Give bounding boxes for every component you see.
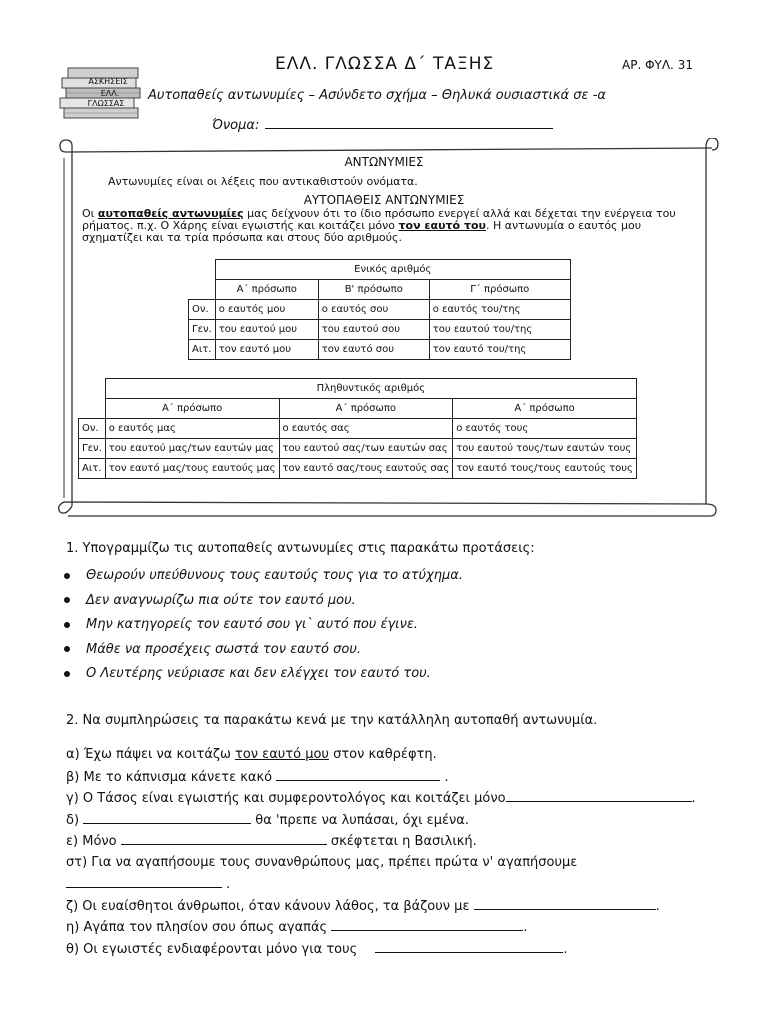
blank-line[interactable] [375, 941, 563, 953]
fill-item-c: γ) Ο Τάσος είναι εγωιστής και συμφεροντολόγος και κοιτάζει μόνο . [66, 791, 696, 806]
blank-line[interactable] [474, 898, 656, 910]
fill-item-d: δ) θα 'πρεπε να λυπάσαι, όχι εμένα. [66, 812, 469, 828]
blank-line[interactable] [276, 769, 440, 781]
fill-item-z: ζ) Οι ευαίσθητοι άνθρωποι, όταν κάνουν λάθος, τα βάζουν με . [66, 898, 660, 914]
blank-line[interactable] [506, 790, 692, 802]
page-title: ΕΛΛ. ΓΛΩΣΣΑ Δ΄ ΤΑΞΗΣ [275, 54, 495, 74]
bullet-icon [64, 671, 70, 677]
table-header: Α΄ πρόσωπο [453, 399, 637, 419]
table-row: Γεν. του εαυτού μας/των εαυτών μας του εαυτού σας/των εαυτών σας του εαυτού τους/των εαυτών τους [79, 439, 637, 459]
exercise-1-prompt: 1. Υπογραμμίζω τις αυτοπαθείς αντωνυμίες στις παρακάτω προτάσεις: [66, 541, 535, 556]
plural-table [78, 378, 637, 479]
bullet-icon [64, 573, 70, 579]
list-item[interactable]: Ο Λευτέρης νεύριασε και δεν ελέγχει τον εαυτό του. [64, 666, 463, 691]
books-logo-icon [58, 64, 144, 124]
list-item[interactable]: Μην κατηγορείς τον εαυτό σου γι` αυτό που έγινε. [64, 617, 463, 642]
blank-line[interactable] [83, 812, 251, 824]
box-paragraph: Οι αυτοπαθείς αντωνυμίες μας δείχνουν ότι το ίδιο πρόσωπο ενεργεί αλλά και δέχεται την ενέργεια του ρήματος. π.χ. Ο Χάρης είναι εγωιστής και κοιτάζει μόνο τον εαυτό του. Η αντωνυμία ο εαυτός μου σχηματίζει και τα τρία πρόσωπα και στους δύο αριθμούς. [82, 207, 676, 244]
page-subtitle: Αυτοπαθείς αντωνυμίες – Ασύνδετο σχήμα – Θηλυκά ουσιαστικά σε -α [148, 88, 606, 103]
singular-title: Ενικός αριθμός [215, 260, 570, 280]
fill-item-st: στ) Για να αγαπήσουμε τους συνανθρώπους μας, πρέπει πρώτα ν' αγαπήσουμε [66, 854, 578, 870]
logo-text-line-2: ΕΛΛ. [100, 89, 120, 98]
bold-term: αυτοπαθείς αντωνυμίες [97, 207, 244, 220]
table-row: Αιτ. τον εαυτό μου τον εαυτό σου τον εαυτό του/της [189, 340, 571, 360]
fill-item-a: α) Έχω πάψει να κοιτάζω τον εαυτό μου στον καθρέφτη. [66, 747, 437, 762]
fill-item-h: η) Αγάπα τον πλησίον σου όπως αγαπάς . [66, 920, 528, 935]
name-field[interactable] [212, 116, 553, 133]
blank-line[interactable] [121, 833, 327, 845]
list-item[interactable]: Μάθε να προσέχεις σωστά τον εαυτό σου. [64, 642, 463, 667]
bold-example: τον εαυτό του [398, 219, 486, 232]
logo-text-line-3: ΓΛΩΣΣΑΣ [87, 99, 125, 108]
bullet-icon [64, 646, 70, 652]
table-row: Ον. ο εαυτός μας ο εαυτός σας ο εαυτός τους [79, 419, 637, 439]
table-row: Αιτ. τον εαυτό μας/τους εαυτούς μας τον εαυτό σας/τους εαυτούς σας τον εαυτό τους/τους εαυτούς τους [79, 459, 637, 479]
exercise-2-prompt: 2. Να συμπληρώσεις τα παρακάτω κενά με την κατάλληλη αυτοπαθή αντωνυμία. [66, 713, 598, 728]
name-label: Όνομα: [212, 118, 260, 133]
table-header: Γ΄ πρόσωπο [429, 280, 570, 300]
box-intro: Αντωνυμίες είναι οι λέξεις που αντικαθιστούν ονόματα. [108, 175, 418, 188]
fill-item-th: θ) Οι εγωιστές ενδιαφέρονται μόνο για τους . [66, 941, 568, 957]
table-row: Ον. ο εαυτός μου ο εαυτός σου ο εαυτός του/της [189, 300, 571, 320]
singular-table [188, 259, 571, 360]
logo-text-line-1: ΑΣΚΗΣΕΙΣ [88, 77, 128, 86]
fill-item-e: ε) Μόνο σκέφτεται η Βασιλική. [66, 834, 477, 849]
bullet-icon [64, 622, 70, 628]
fill-item-st-continued: . [66, 876, 696, 898]
list-item[interactable]: Δεν αναγνωρίζω πια ούτε τον εαυτό μου. [64, 593, 463, 618]
table-header: Α΄ πρόσωπο [105, 399, 279, 419]
table-row: Γεν. του εαυτού μου του εαυτού σου του εαυτού του/της [189, 320, 571, 340]
sheet-number: ΑΡ. ΦΥΛ. 31 [622, 58, 693, 72]
table-header: Β' πρόσωπο [318, 280, 429, 300]
example-answer: τον εαυτό μου [235, 747, 329, 762]
name-blank-line[interactable] [265, 116, 553, 129]
box-heading: ΑΝΤΩΝΥΜΙΕΣ [344, 155, 424, 169]
plural-title: Πληθυντικός αριθμός [105, 379, 636, 399]
blank-line[interactable] [66, 876, 222, 888]
table-header: Α΄ πρόσωπο [279, 399, 453, 419]
exercise-1-list [64, 568, 463, 691]
list-item[interactable]: Θεωρούν υπεύθυνους τους εαυτούς τους για το ατύχημα. [64, 568, 463, 593]
blank-line[interactable] [331, 919, 523, 931]
box-subheading: ΑΥΤΟΠΑΘΕΙΣ ΑΝΤΩΝΥΜΙΕΣ [303, 193, 465, 207]
fill-item-b: β) Με το κάπνισμα κάνετε κακό . [66, 769, 449, 785]
table-header: Α΄ πρόσωπο [215, 280, 318, 300]
bullet-icon [64, 597, 70, 603]
exercise-2-items [66, 747, 696, 962]
